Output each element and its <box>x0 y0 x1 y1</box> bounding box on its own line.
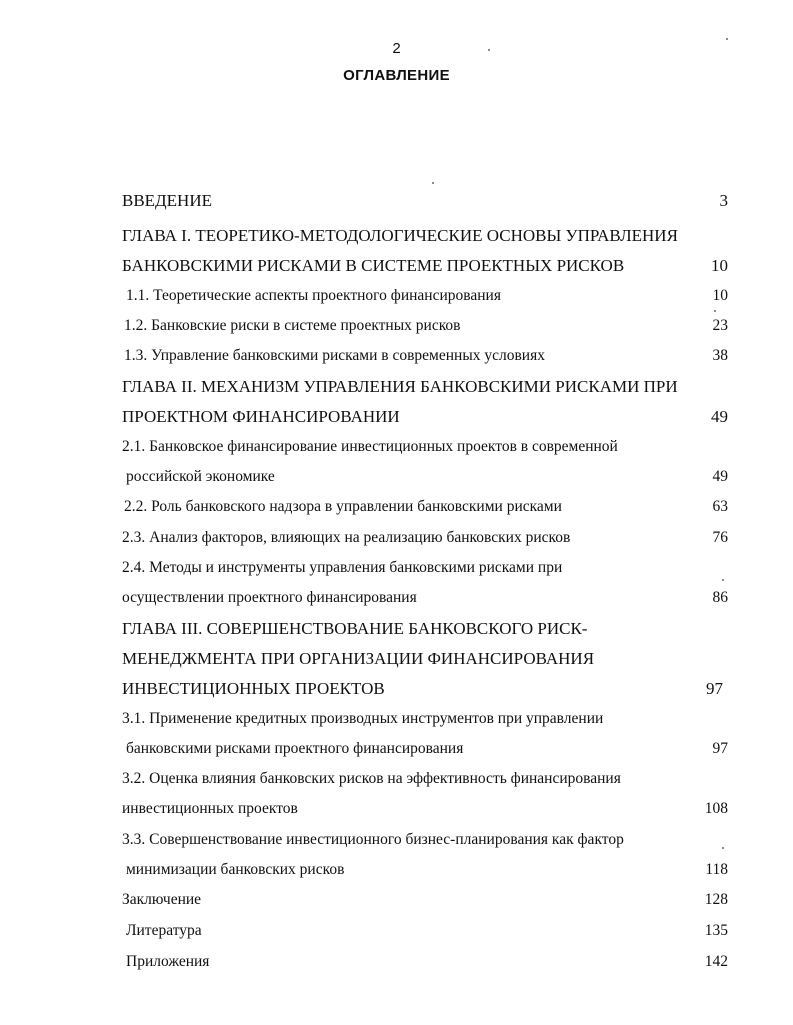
toc-ch3-line2: МЕНЕДЖМЕНТА ПРИ ОРГАНИЗАЦИИ ФИНАНСИРОВАНИЯ <box>122 649 595 668</box>
toc-ch2-s3-page: 76 <box>712 529 728 546</box>
toc-ch3-line3: ИНВЕСТИЦИОННЫХ ПРОЕКТОВ <box>122 679 385 698</box>
toc-ch2-s2-title: 2.2. Роль банковского надзора в управлении банковскими рисками <box>124 498 562 515</box>
toc-conclusion-title: Заключение <box>122 891 202 908</box>
toc-ch3-s3-line2: минимизации банковских рисков <box>126 861 345 878</box>
toc-ch2-line2: ПРОЕКТНОМ ФИНАНСИРОВАНИИ <box>122 407 400 426</box>
toc-ch1-s2-title: 1.2. Банковские риски в системе проектных рисков <box>124 317 461 334</box>
scan-speck <box>722 579 724 581</box>
toc-ch1-s3-title: 1.3. Управление банковскими рисками в современных условиях <box>124 347 545 364</box>
toc-ch2-s1-page: 49 <box>712 468 728 485</box>
toc-ch2-s2-page: 63 <box>712 498 728 515</box>
toc-appendix-title: Приложения <box>126 953 210 970</box>
toc-ch3-s1-line1: 3.1. Применение кредитных производных инструментов при управлении <box>122 710 604 727</box>
toc-ch3-page: 97 <box>706 679 723 698</box>
scan-speck <box>432 182 434 184</box>
toc-ch1-s1-title: 1.1. Теоретические аспекты проектного финансирования <box>126 287 501 304</box>
toc-ch2-line1: ГЛАВА II. МЕХАНИЗМ УПРАВЛЕНИЯ БАНКОВСКИМИ РИСКАМИ ПРИ <box>122 377 678 396</box>
toc-ch3-s2-line2: инвестиционных проектов <box>122 800 298 817</box>
page-title: ОГЛАВЛЕНИЕ <box>343 67 450 84</box>
toc-ch1-s3-page: 38 <box>712 347 728 364</box>
scan-speck <box>714 310 716 312</box>
toc-literature-title: Литература <box>126 922 202 939</box>
toc-ch1-line1: ГЛАВА I. ТЕОРЕТИКО-МЕТОДОЛОГИЧЕСКИЕ ОСНОВЫ УПРАВЛЕНИЯ <box>122 226 678 245</box>
toc-conclusion-page: 128 <box>704 891 728 908</box>
toc-ch1-s2-page: 23 <box>712 317 728 334</box>
toc-ch3-s2-line1: 3.2. Оценка влияния банковских рисков на эффективность финансирования <box>122 770 621 787</box>
toc-ch3-s3-page: 118 <box>705 861 728 878</box>
toc-ch3-line1: ГЛАВА III. СОВЕРШЕНСТВОВАНИЕ БАНКОВСКОГО РИСК- <box>122 619 588 638</box>
toc-ch3-s1-line2: банковскими рисками проектного финансирования <box>126 740 464 757</box>
scan-speck <box>726 38 728 40</box>
page-number: 2 <box>392 40 401 57</box>
toc-ch3-s3-line1: 3.3. Совершенствование инвестиционного бизнес-планирования как фактор <box>122 831 624 848</box>
toc-ch2-page: 49 <box>711 407 728 426</box>
toc-ch3-s1-page: 97 <box>712 740 728 757</box>
toc-intro-page: 3 <box>719 191 728 210</box>
toc-appendix-page: 142 <box>704 953 728 970</box>
toc-ch2-s4-line1: 2.4. Методы и инструменты управления банковскими рисками при <box>122 559 563 576</box>
toc-ch2-s1-line2: российской экономике <box>126 468 275 485</box>
toc-literature-page: 135 <box>704 922 728 939</box>
scan-speck <box>722 847 724 849</box>
toc-ch1-line2: БАНКОВСКИМИ РИСКАМИ В СИСТЕМЕ ПРОЕКТНЫХ РИСКОВ <box>122 256 625 275</box>
toc-ch3-s2-page: 108 <box>704 800 728 817</box>
scan-speck <box>488 49 490 51</box>
toc-ch2-s3-title: 2.3. Анализ факторов, влияющих на реализацию банковских рисков <box>122 529 571 546</box>
toc-ch2-s1-line1: 2.1. Банковское финансирование инвестиционных проектов в современной <box>122 438 618 455</box>
toc-ch1-page: 10 <box>711 256 728 275</box>
toc-ch2-s4-page: 86 <box>712 589 728 606</box>
toc-ch1-s1-page: 10 <box>712 287 728 304</box>
toc-intro-title: ВВЕДЕНИЕ <box>122 191 212 210</box>
toc-ch2-s4-line2: осуществлении проектного финансирования <box>122 589 417 606</box>
